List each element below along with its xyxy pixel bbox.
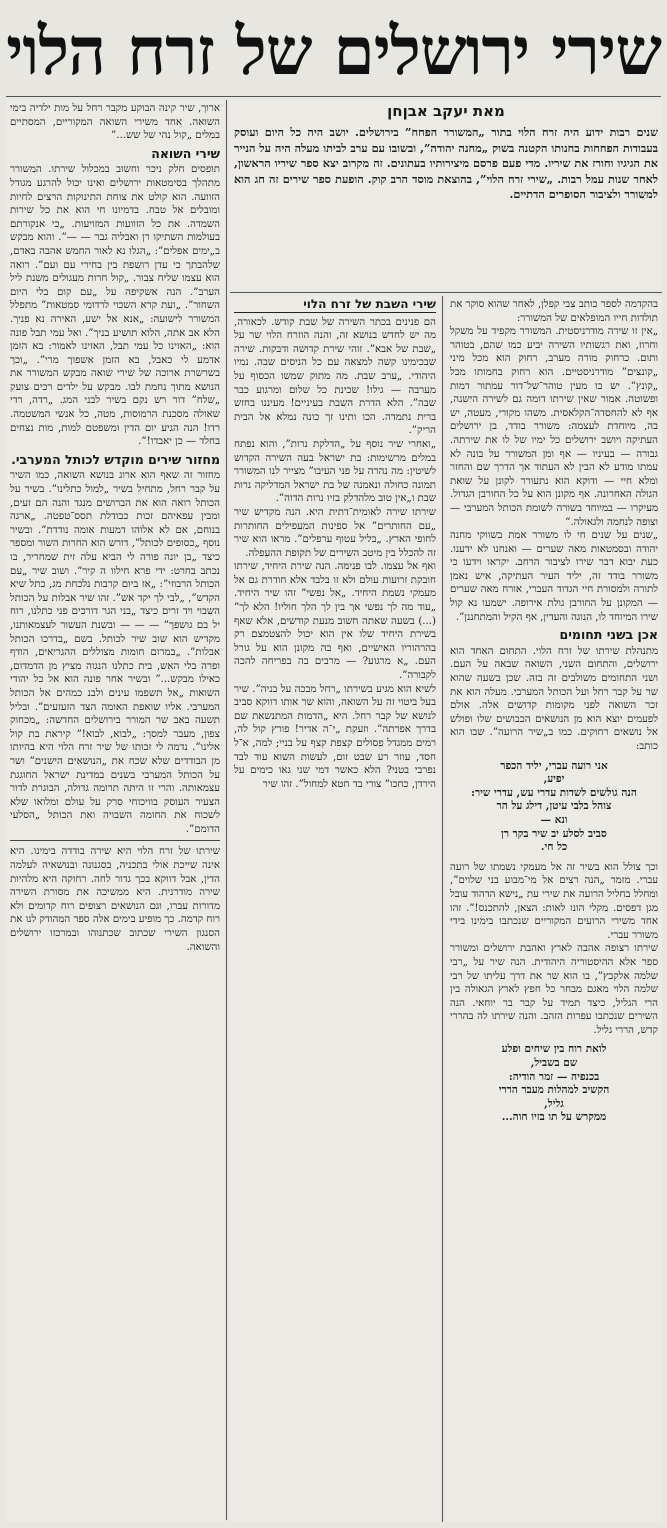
- shepherd-poem: [450, 760, 658, 855]
- poem-line: שם בשביל,: [530, 1057, 578, 1070]
- poem-line: כל חי.: [540, 841, 568, 854]
- poem-line: גליל,: [544, 1097, 564, 1110]
- far-left-closing: שירתו של זרח הלוי היא שירה בודדה בימינו. היא אינה שייכת אולי בתכניה, בסגנונה ובנושאיה לעלמה הדין, אבל דווקא בכך גדור לחה. רחוקה היא מלהיות שירה מודרנית. היא ממשיכה את מסורת השירה מדורות עברו, וגם הנושאים רצופים רוח קדומים ולא רוח קדמה. כך מופיע בימים אלה ספר המהודק לנו את הסנגון השירי שכתוב שכתנוהו ובמרכזו ירושלים והשואה.: [10, 840, 220, 954]
- column-rule-2: [442, 296, 443, 1522]
- right-intro: בהקדמה לספר כותב צבי קפלן, לאחר שהוא סוקר את תולדות חייו המופלאים של המשורר: „אין זו שירה מודרניסטית. המשורר מקפיד על משקל וחרוז, ואת רגשותיו השירה יביע כמו שהם, בטוהר ותום. כרחוק מורה מערב, רחוק הוא מכל מיני „קונצים” מודרניסטיים. הוא רחוק בחמותו מכל „קונץ”. יש בו מעין טוהר־של־דור עמתור דמות ופשוטה. אמור שאין שירתו דומה גם לשירה הישנה, אף לא להחסדה־הקלאסית. משהו מקורי, מעטה, יש בה, מיוחדת לעצמה: משורר בודד, בן ירושלים העתיקה ויושב ירושלים כל ימיו של לו את שירתה. גבורה — בעיניו — אף ומן המשורר על בונה לא עמתו מודע לא הבין לא העתוד אך הדרך שם והחזר ומלא חיי — ודוקא הוא נתעורר לקונן על שואת הגולה האחרונה. אף מקונן הוא על כל החורבן הגדול. מעיקרו — במיוחד בשורה לשומת הכותל המערבי — וצופה לנחמה ולגאולה.” „שנים על שנים חי לו משורר אמת בשווקי מחנה יהודה ובסמטאות מאה שערים — ואנחנו לא ידענו. כעת יבוא דבר שירו לציבור הרחב. יקראו וידעו כי משורר בודד זה, יליד העיר העתיקה, איש נאמן לתורה ולמסורת חיי הגדוד העברי, אורח מאה שערים — המקונן על החורבן גולת אירופה. ישמעו נא קול שירו המיוחד לו, הנוגה והעדין, אף הקיל והמתחננן”.: [450, 299, 658, 623]
- poem-line: צוהל בלבי עיטן, דילג על הר: [496, 800, 612, 813]
- far-left-holocaust-text: תופסים חלק ניכר וחשוב במכלול שירתו. המשורר מתהלך בסימטאות ירושלים ואינו יכול להרגע מגודל הזוועה. הוא קולט את צוחת התינוקות הרצים לחיות ומובלים אל טבח. בדמיונו חי הוא את כל שירות השמדה. את כל הזוועות המזויעות. „כי אנקורתם בעולמות השתיקו רן ואבליה גבר — —”. והוא מבקש ב„ימים אפלים”: „הגלו נא לאור החמש אהבה באדם, שלהבתך כי עדן רושפת בין בחירי עם ועם”. רואה הוא עצמו שליח צבור. „קול חרות מעגולים משנת ליל הערב”. הנה אשקיפה על „עם קום בלי היום השחור”. „ועת קרא השכוי לרדומי סמטאות” מתפלל המשורר לישועה: „אנא אל ישע, האירה נא פניך. הלא אב אתה, הלוא תושיע בניך”. ואל עמי תבל פונה הוא: „האזינו כל עמי תבל, האזינו לאמור: בא הזמן אדמע לי כאבל, בא הזמן אשפוך מרי”. „וכך בשרשרת ארוכה של שירי שואה מבקש המשורר את הנושא מתוך נחמת לבו. מבקש על ילדים רכים צועק „שלח” דור רש נקם בשיר לבני המג. „רדה, רדי שאולה מסכנת הרמוסות, מטה, כל אנשי המשטמה. רדו! הנה הגיע יום הדין ומשפטם למות, מות נצחים בחלד — כן יאבדו!”.: [10, 164, 220, 448]
- far-left-wall-text: מחזור זה שאף הוא ארוג בנושא השואה, כמו השיר על קבר רחל, מתחיל בשיר „למול כתלינו”. בשיר על הכותל רואה הוא את הברושים מנגד והנה הם זעים, ומבין עפאיהם זכות כבודלת תסס־טפטה. „ארגה בנוחם, אם לא אלוהו דמעות אומה נודדת”. ובשיר נוסף „כסופים לכותל”, דורש הוא החרות השור ומספר כיצד „בן יונה פורה לי הביא עלה זית שמחריר, בו נכתב בחרט: ידי פרא חילוו ה קיר”. ושוב שיר „עם הכותל הרבוזי”: „אז ביום קרבות נלכחת מג, כתל שיא הקדש”, „לבי לך יקד אש”. זהו שיר אבלות על הכותל השבוי ויד זרים כיצד „בני הגר דורכים פני כתלנו, רוח יל בם גושפך” — — — ובשנת העשור לעצמאותנו, מקדיש הוא שוב שיר לכותל. בשם „בדרכו הכותל אבלות”. „במרום חומות מצוללים ההגריאים, הודף ופרה בלי האש, בית כתלנו הנגוה מציץ מן הדמדום, כאילו מבקש...” ובשיר אחר פונה הוא אל כל יהודי השואות „אל תשפמו עינים ולבנ כמהים אל הכותל המערבי. אליו שואפת האומה הצד הזעזעים”. ובליל תשעה באב שר המורר בירושלים החדשה: „מכחוק צפון, מעבר למסך: „לבוא, לבוא!” קיראת בת קול אלינו”. נדמה לי זכותו של שיר זרח הלוי היא בהיותו מן הבודדים שלא שכח את „הנושאים הישנים” ושר על הכותל המערבי בשנים במדינת ישראל החוגגת עצמאותה. והרי זו היתה תרומה גדולה, הבוגרת לדור הצעיר העוסק בוויכוחי סרק על עולם ומלואו שלא לשכוח את החומה השבויה ואת הכותל „הסלעי הדומם”.: [10, 470, 220, 835]
- poem-line: הקשיב למהלות מעבר הררי: [498, 1084, 610, 1097]
- lead-rule: [230, 292, 662, 293]
- column-rule-1: [226, 100, 227, 1520]
- poem-line: סביב לסלע יב שיר בקר רן: [501, 827, 607, 840]
- poem-line: הנה גולשים לשדות עדרי עש, עדרי שיר:: [471, 786, 637, 799]
- poem-line: ונא —: [540, 813, 568, 826]
- far-left-intro: ארוך, שיר קינה הבוקע מקבר רחל על מות ילדיה בימי השואה. אחד משירי השואה המקוריים, המסתיים במלים „קול נהי של שש...”: [10, 103, 220, 142]
- column-right: [446, 296, 662, 1522]
- column-middle: [230, 296, 440, 1522]
- poem-line: בכנפיה — זמר הודיה:: [508, 1070, 600, 1083]
- article-headline: שירי ירושלים של זרח הלוי: [6, 12, 661, 90]
- subhead-shabbat-poems: שירי השבת של זרח הלוי: [234, 298, 436, 313]
- poem-line: יפיע,: [543, 773, 565, 786]
- column-far-left: [6, 100, 224, 1522]
- galilee-poem: [450, 1043, 658, 1125]
- poem-line: ממקרש על תו בזיו חוה...: [501, 1111, 607, 1124]
- middle-text: הם פנינים בכתר השירה של שבת קודש. לכאורה, מה יש לחדש בנושא זה, והנה הוזרח הלוי שר על „שבת של אבא”. זוהי שירת קדושה ודבקות. שירה שבכימינו קשה למצאה עם כל הניסים שבה. נמיו היהודי. „ערב שבת. מה מתוק שמשו הכסוף על מערבה — גילו! שכינת כל שלום ומרגוע כבר שבה”. הלא הדרת השבת בעיניים! מעיננו בחזש ברית נתמדה. הכו ותינו זך כונה נמלא אל הבית הריק”. „ואחרי שיר נוסף על „הדלקת נרות”, והוא נפתח במלים מרשימות: בת ישראל בעה השירה הקדוש לשיטין: מה נהרה על פני העיבו” מצייר לנו המשורר תמונה כחולה ונאמנה של בת ישראל המדליקה נרות שבת ו„אין טוב מלהדלק בזיו נרות הדוה”. שירתו שירה לאומית־דתית היא. הנה מקדיש שיר „עם החותרים” אל ספינות המעפילים החותרות לחופי הארץ. „בליל עטוף ערפלים”. מראו הוא שיר זה להכלל בין מיטב השירים של תקופת ההעפלה. ואף אל עצמו. לבו פנימה. הנה שירת היחיד, שירתו חובקת זרועות עולם ולא זו בלבד אלא חודרת גם אל מעמקי נשמת היחיד. „אל נפשי” זהו שיר היחיד. „עוד מה לך נפשי אך בין לך הלך חוליו! הלא לך” (...) בשעה שאתה חשוב מנעת קודשים, אלא שאף בשירת היחיד שלו אין הוא יכול להצטמצם רק בהרהוריו האישיים, ואף בה מקונן הוא על גורל העם. „א מרגוע? — מרבים בה בפריחה להכה לקבורה”. לשיא הוא מגיע בשירתו „רחל מבכה על בניה”. שיר בעל ביטוי זה על השואה, והוא שר אותו דווקא סביב לנושא של קבר רחל. היא „הדמות המתנשאת שם בדרך אפרתה”. וזעקת „י־ה אדיר! פורץ קול לה, רמים ממגדל פסולים קצפת קצף על בניי; למה, א־ל חסד, עוזר רע שבט זום, לעשות השוא עוד לבד נפרבי בטני? הלא כאשר דמי שני גאו כימים על הירדן, כחכו” צורי בד חטא למחול”. זהו שיר: [234, 316, 436, 790]
- headline-rule: [6, 96, 661, 97]
- article-byline: מאת יעקב אבןחן: [387, 102, 505, 120]
- poem-line: אני רועה עברי, יליד הכפר: [500, 759, 608, 772]
- right-realms-text: מתנהלת שירתו של זרח הלוי. התחום האחד הוא ירושלים, והתחום השני, השואה שבאה על העם. ושני התחומים משולבים זה בזה. שכן בשעה שהוא שר על קבר רחל ועל הכותל המערבי. מעלה הוא את זכר השואה לפני מקומות קדושים אלה. אולם לפעמים יוצא הוא מן הנושאים הכבושים שלו ופולש אל נושאים רחוקים. כמו ב„שיר הרועה”. שבו הוא כותב:: [450, 645, 658, 752]
- right-closing: וכך צולל הוא בשיר זה אל מעמקי נשמתו של רועה עברי. מזמר „הנה רצים אל מי־מבוע בני שלוים”, ומחלל בחליל הרועה את שירי עת „נישא הדהוד עובל מגן דפסים. מקלי הונו לאות: הצאן, להתכנס!”. זהו אחד משירי הרועים המקוריים שנכתבו בימינו בידי משורר עברי. שירתו רצופה אהבה לארץ ואהבת ירושלים ומשורר ספר אלא ההיסטוריה היהודית. הנה שיר על „רבי שלמה אלקבץ”, בו הוא שר את דרך עליתו של רבי שלמה הלוי מאגם מבחר כל חפץ לארץ הגאולה בין הרי הגליל, כיצד תמיד על קבר בר יוחאי. הנה השירים שנכתבו עפרות הזהב. והנה שירתו לה בהררי קדש, הררי גליל.: [450, 861, 658, 1036]
- article-lead: [230, 100, 662, 290]
- subhead-holocaust-poems: שירי השואה: [151, 145, 220, 161]
- subhead-two-realms: אכן בשני תחומים: [559, 627, 658, 643]
- lead-paragraph: שנים רבות ידוע היה זרח הלוי בתור „המשורר הפחח” בירושלים. יושב היה כל היום ועוסק בעבודות הפחחות בחנותו הקטנה בשוק „מחנה יהודה”, ובשובו עם ערב לביתו מעלה היה על הנייר את הגיגיו וחורז את שיריו. מדי פעם פרסם מיצירותיו בעתונים. זה מקרוב יצא ספר שיריו הראשון, לאחר שנות עמל רבות. „שירי זרח הלוי”, בהוצאת מוסד הרב קוק. הופעת ספר שירים זה חג הוא למשורר ולציבור הסופרים הדתיים.: [234, 125, 658, 202]
- subhead-western-wall: מחזור שירים מוקדש לכותל המערבי.: [11, 451, 220, 467]
- poem-line: לואת רוח בין שיחים ופלע: [501, 1043, 607, 1056]
